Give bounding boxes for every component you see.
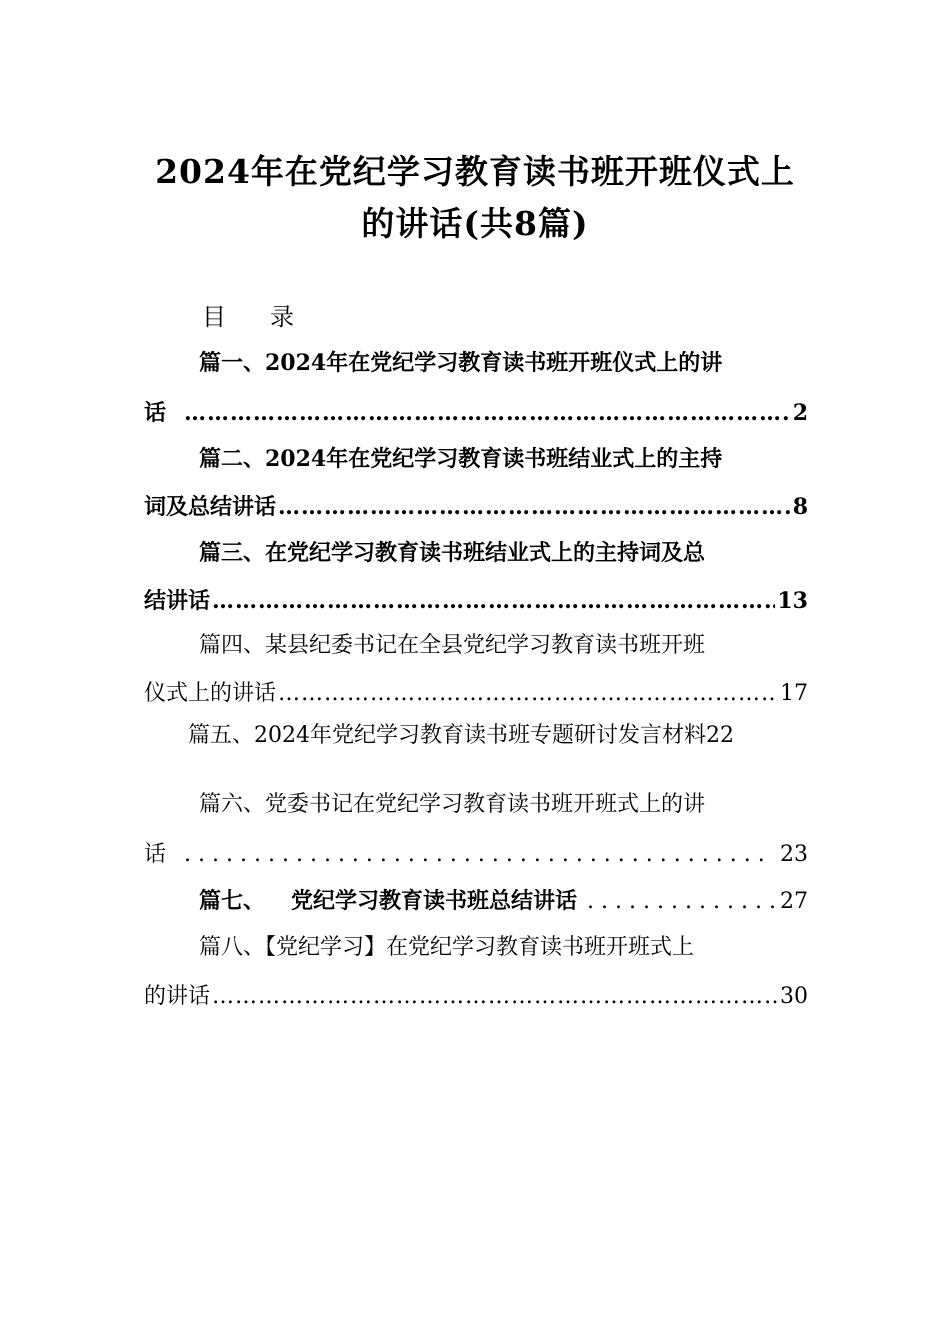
toc-entry-2-leader-row[interactable] [144, 492, 808, 522]
toc-heading-char-1: 目 [202, 303, 226, 331]
toc-entry-1-title[interactable]: 篇一、2024年在党纪学习教育读书班开班仪式上的讲 [199, 350, 723, 376]
document-title-line-2: 的讲话(共8篇) [361, 204, 589, 243]
toc-entry-2-page: 8 [792, 494, 808, 520]
toc-entry-8-title-cont: 的讲话 [144, 984, 211, 1009]
toc-entry-7-title: 党纪学习教育读书班总结讲话 [291, 888, 578, 914]
toc-entry-8-leader-row[interactable] [144, 982, 808, 1012]
toc-entry-1-leader-row[interactable] [144, 398, 808, 428]
toc-entry-6-leader-row[interactable] [144, 840, 808, 870]
toc-entry-2-title-cont: 词及总结讲话 [144, 494, 277, 520]
toc-entry-1-page: 2 [792, 400, 808, 426]
toc-entry-3-title-cont: 结讲话 [144, 588, 211, 614]
toc-entry-8-title[interactable]: 篇八、【党纪学习】在党纪学习教育读书班开班式上 [199, 935, 695, 960]
toc-entry-3-dots [212, 586, 775, 616]
toc-entry-2-title[interactable]: 篇二、2024年在党纪学习教育读书班结业式上的主持 [199, 446, 723, 472]
toc-heading-char-2: 录 [270, 303, 294, 331]
toc-entry-4-title[interactable]: 篇四、某县纪委书记在全县党纪学习教育读书班开班 [199, 633, 706, 658]
toc-entry-8-dots [212, 982, 778, 1012]
toc-entry-5-page: 22 [706, 723, 734, 748]
toc-entry-4-leader-row[interactable] [144, 679, 808, 709]
toc-entry-4-dots [278, 679, 778, 709]
toc-entry-4-title-cont: 仪式上的讲话 [144, 681, 277, 706]
toc-entry-8-page: 30 [780, 984, 808, 1009]
document-title-line-1: 2024年在党纪学习教育读书班开班仪式上 [155, 152, 795, 191]
toc-entry-3-page: 13 [777, 588, 808, 614]
toc-entry-5[interactable] [188, 721, 734, 751]
toc-entry-7[interactable] [199, 886, 808, 917]
toc-entry-7-prefix: 篇七、 [199, 888, 266, 914]
toc-entry-3-title[interactable]: 篇三、在党纪学习教育读书班结业式上的主持词及总 [199, 540, 706, 566]
toc-entry-4-page: 17 [780, 681, 808, 706]
toc-entry-6-title-cont: 话 [144, 842, 167, 867]
toc-entry-6-title[interactable]: 篇六、党委书记在党纪学习教育读书班开班式上的讲 [199, 792, 706, 817]
toc-entry-6-dots [184, 840, 768, 870]
toc-entry-7-page: 27 [780, 889, 808, 914]
toc-entry-7-dots [587, 887, 778, 917]
toc-heading [202, 302, 294, 332]
toc-entry-1-title-cont: 话 [144, 400, 167, 426]
toc-entry-3-leader-row[interactable] [144, 586, 808, 616]
toc-entry-5-title: 篇五、2024年党纪学习教育读书班专题研讨发言材料 [188, 723, 706, 748]
toc-entry-2-dots [278, 492, 791, 522]
toc-entry-1-dots [184, 398, 791, 428]
toc-entry-6-page: 23 [780, 842, 808, 867]
